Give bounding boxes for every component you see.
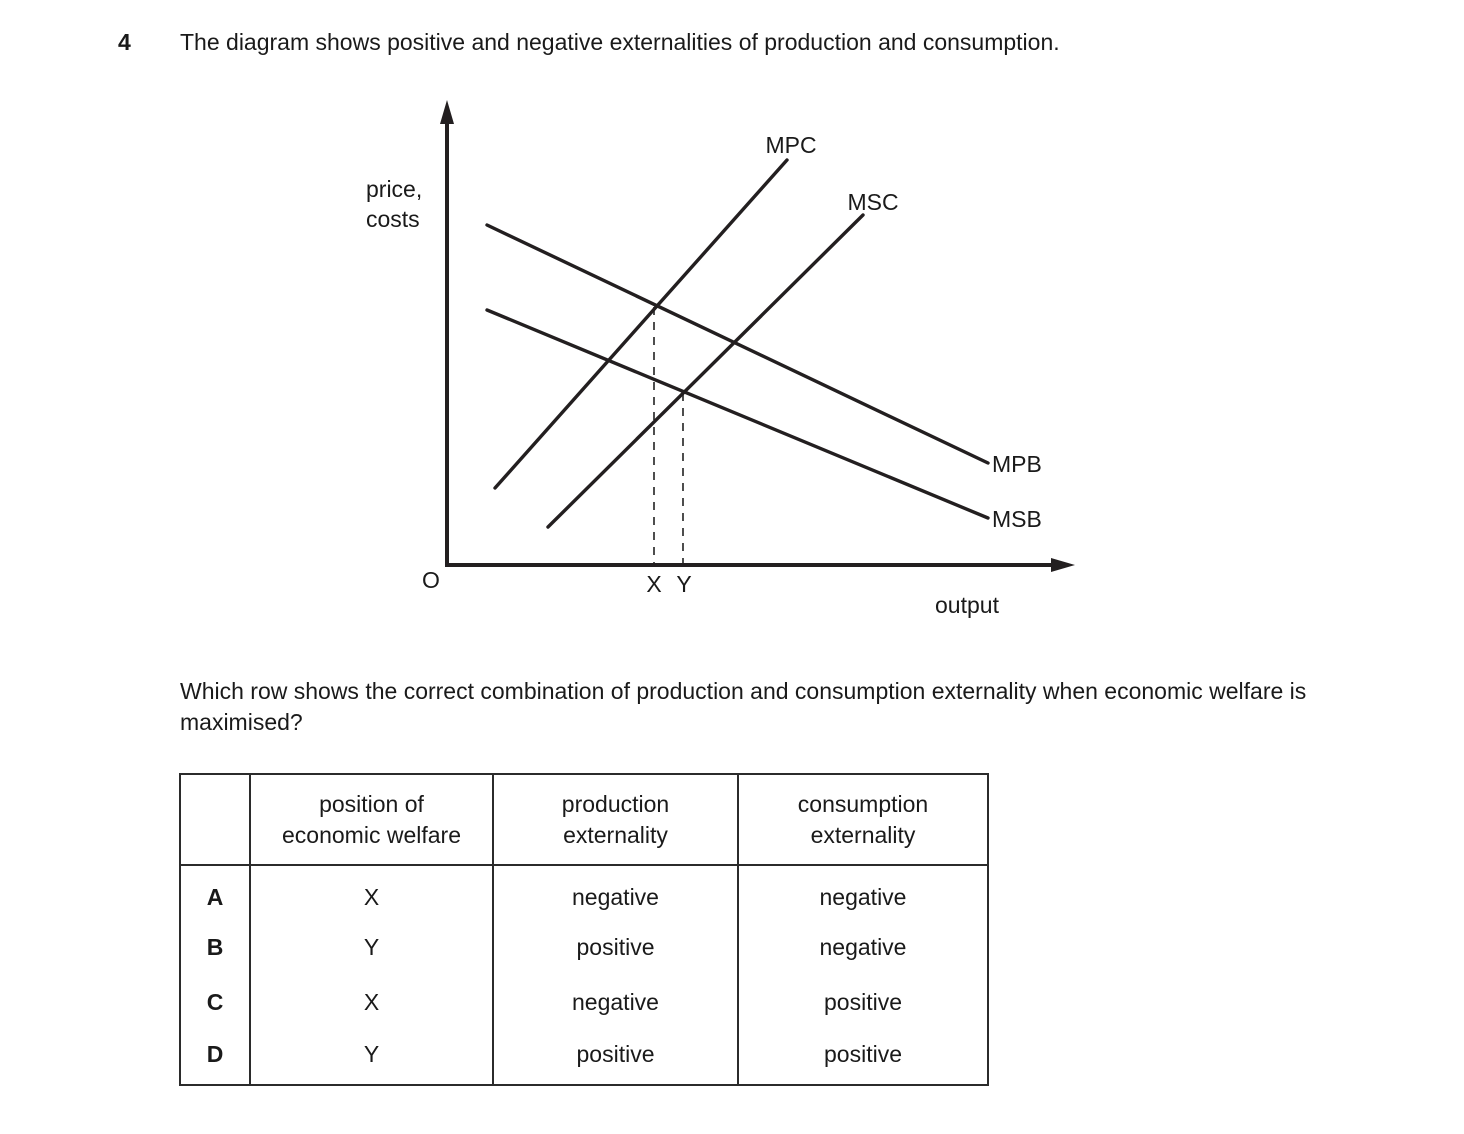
position-cell: X [250, 975, 493, 1030]
header-consumption-line2: externality [810, 821, 916, 848]
header-consumption [738, 774, 988, 865]
quantity-y-label: Y [676, 571, 692, 597]
header-production [493, 774, 738, 865]
externalities-diagram [330, 90, 1100, 635]
header-blank [180, 774, 250, 865]
header-consumption-line1: consumption [797, 790, 929, 817]
production-cell: positive [493, 920, 738, 975]
y-axis-arrow-icon [440, 100, 454, 124]
table-row-a [180, 865, 988, 920]
production-cell: negative [493, 975, 738, 1030]
quantity-x-label: X [646, 571, 662, 597]
header-production-line1: production [561, 790, 670, 817]
question-number: 4 [118, 29, 131, 55]
option-label: B [180, 920, 250, 975]
consumption-cell: positive [738, 1030, 988, 1085]
answer-table [179, 773, 989, 1086]
consumption-cell: negative [738, 920, 988, 975]
header-position-line1: position of [319, 790, 424, 817]
y-axis-label-line2: costs [366, 206, 420, 232]
consumption-cell: positive [738, 975, 988, 1030]
option-label: D [180, 1030, 250, 1085]
table-row-d [180, 1030, 988, 1085]
question-title: The diagram shows positive and negative externalities of production and consumption. [180, 29, 1060, 55]
x-axis-arrow-icon [1051, 558, 1075, 572]
position-cell: Y [250, 920, 493, 975]
consumption-cell: negative [738, 865, 988, 920]
position-cell: Y [250, 1030, 493, 1085]
option-label: C [180, 975, 250, 1030]
mpc-label: MPC [765, 132, 817, 158]
table-row-b [180, 920, 988, 975]
header-position-line2: economic welfare [282, 821, 461, 848]
table-row-c [180, 975, 988, 1030]
mpb-label: MPB [992, 451, 1042, 477]
mpb-curve [487, 225, 988, 463]
msc-label: MSC [847, 189, 899, 215]
table-header-row [180, 774, 988, 865]
position-cell: X [250, 865, 493, 920]
mpc-curve [495, 160, 787, 488]
msb-label: MSB [992, 506, 1042, 532]
header-position [250, 774, 493, 865]
y-axis-label-line1: price, [366, 176, 423, 202]
question-prompt: Which row shows the correct combination of production and consumption externality when economic welfare is maximised? [180, 678, 1307, 735]
header-production-line2: externality [563, 821, 668, 848]
x-axis-label: output [935, 592, 999, 618]
origin-label: O [422, 567, 440, 593]
option-label: A [180, 865, 250, 920]
msc-curve [548, 215, 863, 527]
production-cell: negative [493, 865, 738, 920]
production-cell: positive [493, 1030, 738, 1085]
